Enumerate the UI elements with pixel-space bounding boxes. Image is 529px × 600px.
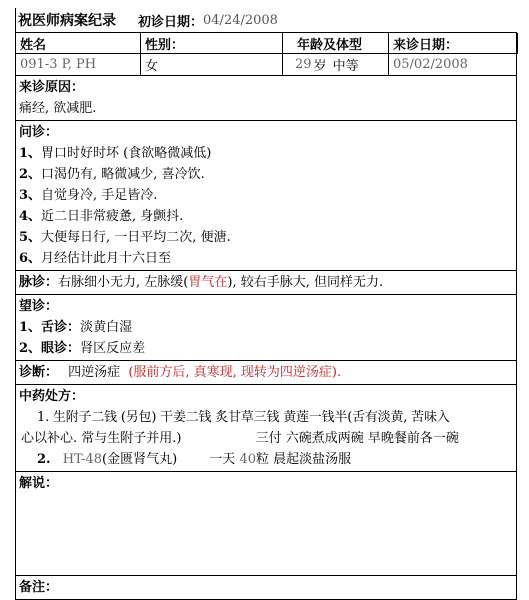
item-sublabel: 眼诊： [41, 341, 81, 356]
prescription-item-1 [19, 407, 513, 449]
inquiry-item [19, 206, 513, 227]
formula-name: (金匮肾气丸) [102, 452, 178, 467]
visit-date: 05/02/2008 [393, 57, 468, 72]
item-sublabel: 舌诊： [41, 320, 81, 335]
diagnosis-section [15, 361, 517, 385]
prescription-line [21, 428, 513, 449]
pulse-text-a: 右脉细小无力, 左脉缓( [58, 275, 189, 290]
case-record [15, 8, 517, 600]
name-header: 姓名 [16, 33, 141, 54]
pulse-section [15, 271, 517, 295]
item-number: 2、 [19, 341, 42, 356]
item-text: 淡黄白湿 [80, 320, 133, 335]
item-number: 5、 [19, 230, 42, 245]
inquiry-item [19, 143, 513, 164]
observation-item [19, 317, 513, 338]
first-visit-date: 04/24/2008 [203, 12, 278, 28]
inquiry-item [19, 227, 513, 248]
prescription-item-2 [19, 449, 513, 470]
item-number: 2. [37, 452, 51, 467]
dose-text-a: 一天 [209, 452, 236, 467]
item-number: 3、 [19, 188, 42, 203]
prescription-label: 中药处方： [19, 389, 85, 404]
item-number: 2、 [19, 167, 42, 182]
prescription-dosage: 三付 六碗煮成两碗 早晚餐前各一碗 [255, 431, 459, 446]
inquiry-section [15, 121, 517, 271]
observation-section [15, 295, 517, 361]
observation-label: 望诊： [19, 299, 59, 314]
record-header [15, 8, 517, 32]
item-number: 1、 [19, 320, 42, 335]
item-text: 大便每日行, 一日平均二次, 便溏. [41, 230, 231, 245]
prescription-note: 心以补心. 常与生附子并用.) [21, 431, 182, 446]
formula-code: HT-48 [62, 452, 102, 467]
first-visit-label: 初诊日期： [138, 14, 204, 30]
item-number: 4、 [19, 209, 42, 224]
pulse-label: 脉诊： [19, 275, 59, 290]
body-type: 中等 [332, 59, 359, 74]
record-title: 祝医师病案纪录 [18, 13, 116, 29]
diagnosis-label: 诊断： [19, 365, 59, 380]
observation-item [19, 338, 513, 359]
inquiry-item [19, 185, 513, 206]
reason-label: 来诊原因： [19, 80, 85, 95]
inquiry-item [19, 248, 513, 269]
age-header: 年龄及体型 [283, 33, 389, 54]
visit-date-header: 来诊日期： [389, 33, 518, 54]
item-text: 肾区反应差 [80, 341, 146, 356]
diagnosis-note: (服前方后, 真寒现, 现转为四逆汤症). [128, 365, 342, 380]
diagnosis-row [19, 362, 513, 383]
inquiry-label: 问诊： [19, 125, 59, 140]
remarks-label: 备注： [19, 580, 59, 595]
inquiry-item [19, 164, 513, 185]
prescription-section [15, 385, 517, 472]
item-text: 自觉身冷, 手足皆冷. [41, 188, 158, 203]
prescription-line: 1. 生附子二钱 (另包) 干姜二钱 炙甘草三钱 黄莲一钱半(舌有淡黄, 苦味入 [37, 410, 450, 425]
item-text: 口渴仍有, 略微减少, 喜冷饮. [41, 167, 205, 182]
item-number: 1、 [19, 146, 42, 161]
explanation-body [19, 494, 513, 574]
patient-age [283, 54, 389, 75]
item-text: 近二日非常疲惫, 身颤抖. [41, 209, 184, 224]
pulse-row [19, 272, 513, 293]
explanation-label: 解说： [19, 476, 59, 491]
item-text: 月经估计此月十六日至 [41, 251, 172, 266]
diagnosis-text: 四逆汤症 [68, 365, 121, 380]
reason-text: 痛经, 欲减肥. [19, 101, 97, 116]
info-table [15, 32, 517, 76]
age-unit: 岁 [313, 59, 327, 74]
item-text: 胃口时好时坏 (食欲略微减低) [41, 146, 212, 161]
pulse-text-highlight: 胃气在 [188, 275, 228, 290]
reason-section [15, 76, 517, 121]
dose-text-b: 粒 晨起淡盐汤服 [256, 452, 352, 467]
remarks-section [15, 576, 517, 600]
patient-sex: 女 [141, 54, 283, 75]
patient-name: 091-3 P, PH [16, 54, 141, 75]
sex-header: 性别： [141, 33, 283, 54]
pulse-text-b: ), 较右手脉大, 但同样无力. [227, 275, 384, 290]
age-value: 29 [295, 57, 312, 72]
explanation-section [15, 472, 517, 576]
dose-count: 40 [239, 452, 256, 467]
item-number: 6、 [19, 251, 42, 266]
